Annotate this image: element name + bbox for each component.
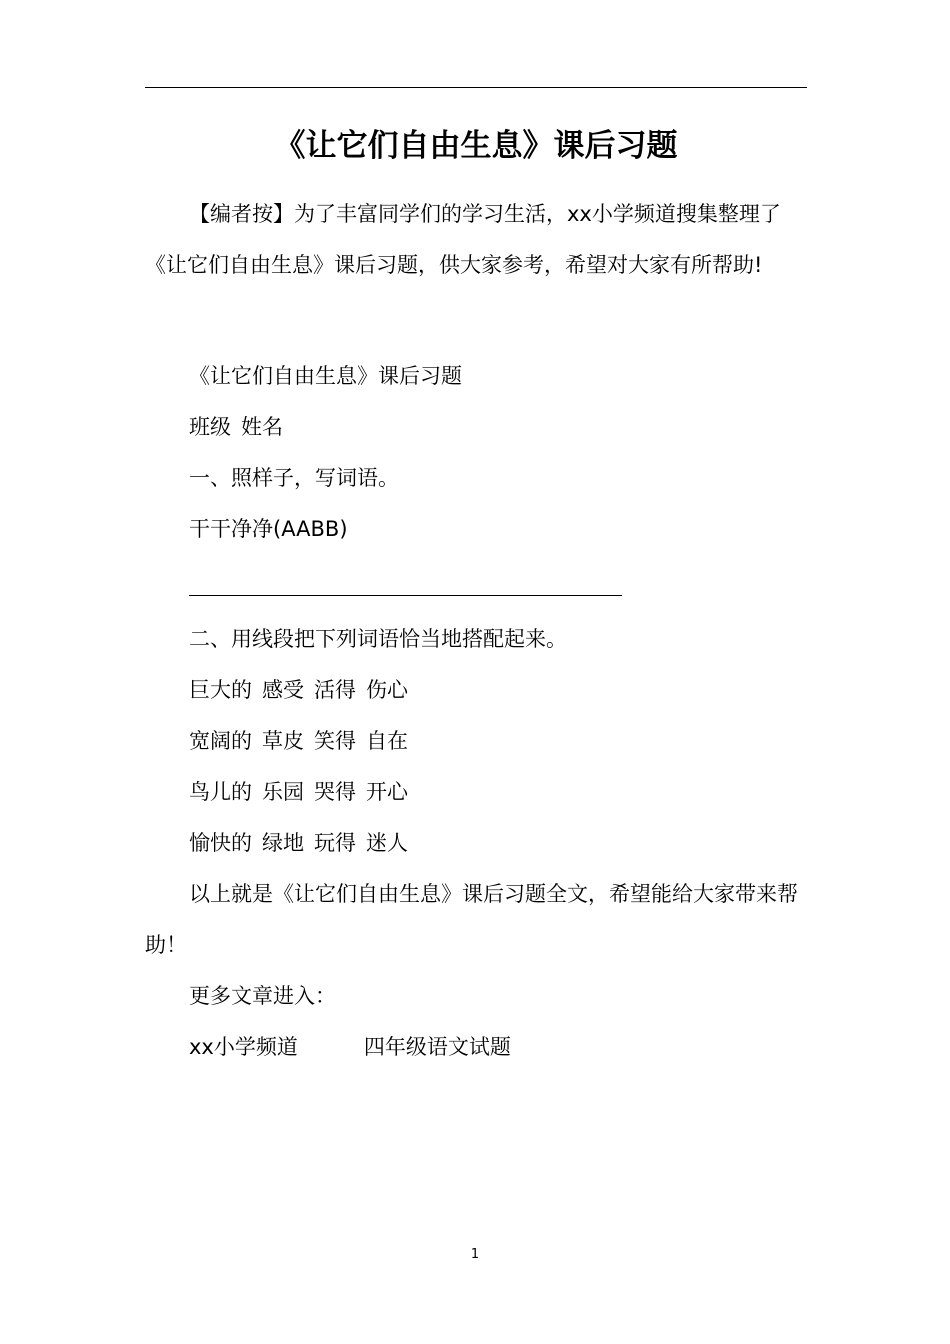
page-number: 1 [470, 1247, 480, 1262]
match-word: 鸟儿的 [189, 780, 252, 804]
link-secondary[interactable]: 四年级语文试题 [363, 1035, 511, 1059]
more-articles-label: 更多文章进入： [189, 984, 336, 1008]
match-word: 迷人 [366, 831, 408, 855]
match-word: 乐园 [262, 780, 304, 804]
match-row [145, 767, 851, 818]
match-word: 开心 [366, 780, 408, 804]
document-title: 《让它们自由生息》课后习题 [274, 128, 678, 164]
match-row [145, 665, 851, 716]
answer-blank-line [189, 595, 622, 596]
match-row [145, 716, 851, 767]
class-label: 班级 [189, 415, 231, 439]
exercise-subtitle: 《让它们自由生息》课后习题 [189, 364, 462, 388]
intro-paragraph: 【编者按】为了丰富同学们的学习生活，xx小学频道搜集整理了《让它们自由生息》课后习题，供大家参考，希望对大家有所帮助! [145, 202, 781, 277]
match-word: 玩得 [314, 831, 356, 855]
match-word: 笑得 [314, 729, 356, 753]
match-word: 宽阔的 [189, 729, 252, 753]
match-word: 伤心 [366, 678, 408, 702]
name-label: 姓名 [241, 415, 283, 439]
closing-paragraph: 以上就是《让它们自由生息》课后习题全文，希望能给大家带来帮助！ [145, 882, 798, 957]
match-word: 活得 [314, 678, 356, 702]
header-rule [145, 87, 807, 88]
match-word: 草皮 [262, 729, 304, 753]
match-word: 绿地 [262, 831, 304, 855]
section1-heading: 一、照样子，写词语。 [189, 466, 399, 490]
match-row [145, 818, 851, 869]
class-name-line [145, 402, 851, 453]
match-word: 巨大的 [189, 678, 252, 702]
link-primary[interactable]: xx小学频道 [189, 1035, 298, 1059]
section1-example: 干干净净(AABB) [189, 517, 348, 541]
match-word: 愉快的 [189, 831, 252, 855]
match-word: 感受 [262, 678, 304, 702]
match-word: 自在 [366, 729, 408, 753]
related-links [145, 1022, 851, 1073]
section2-heading: 二、用线段把下列词语恰当地搭配起来。 [189, 627, 567, 651]
match-word: 哭得 [314, 780, 356, 804]
